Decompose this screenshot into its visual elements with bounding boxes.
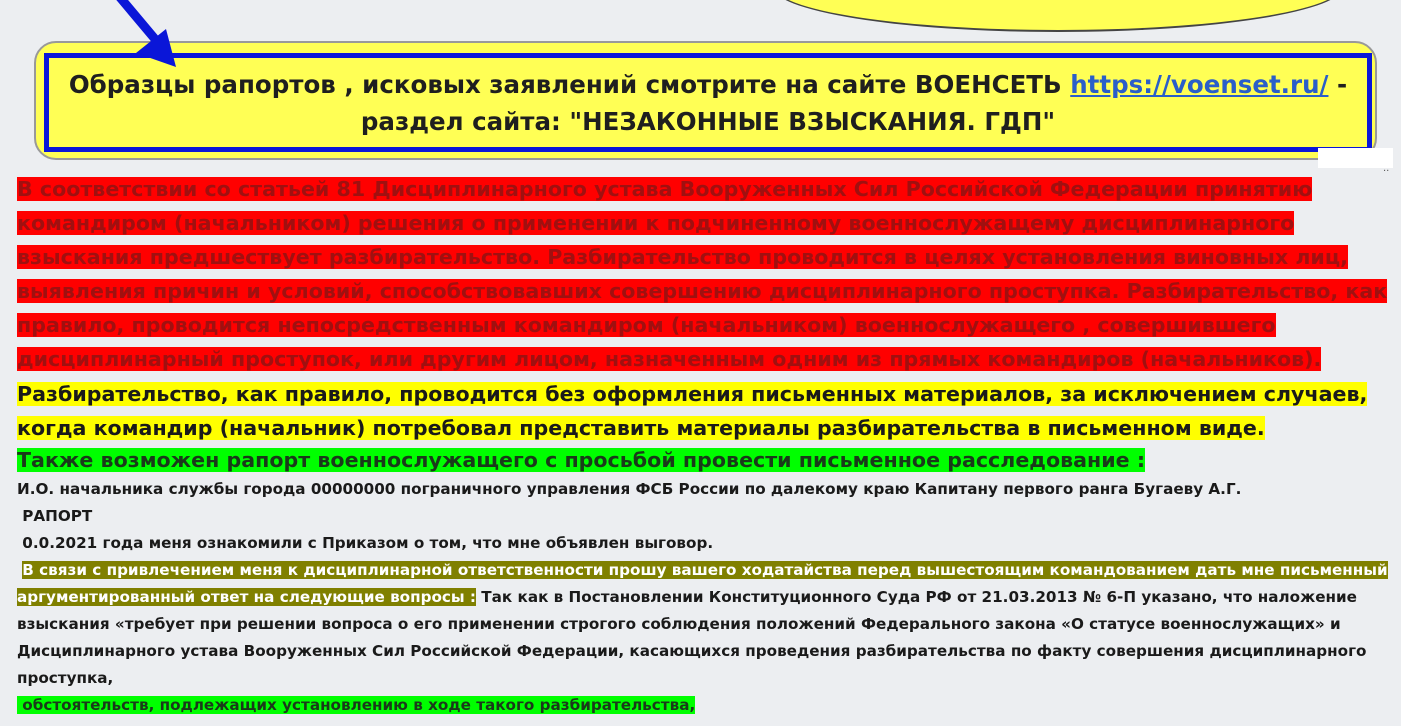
banner-line1-suffix: - — [1328, 69, 1348, 99]
banner-line1-prefix: Образцы рапортов , исковых заявлений смотрите на сайте ВОЕНСЕТЬ — [68, 69, 1071, 99]
olive-highlighted-text: В связи с привлечением меня к дисциплинарной ответственности прошу вашего ходатайства перед вышестоящим командованием дать мне письменный аргументированный ответ на следующие вопросы : — [17, 560, 1388, 606]
report-title: РАПОРТ — [17, 506, 93, 525]
red-highlighted-paragraph — [17, 172, 1397, 377]
voenset-link[interactable]: https://voenset.ru/ — [1070, 69, 1329, 99]
samples-banner — [44, 53, 1372, 152]
white-patch — [1318, 148, 1393, 168]
green-paragraph-text: Также возможен рапорт военнослужащего с просьбой провести письменное расследование : — [17, 447, 1146, 472]
green-highlighted-paragraph — [17, 445, 1397, 475]
last-green-line — [17, 692, 1397, 719]
yellow-highlighted-paragraph — [17, 377, 1397, 445]
white-patch-dot: ·· — [1383, 166, 1390, 177]
article-body — [17, 172, 1397, 719]
last-green-text: обстоятельств, подлежащих установлению в ходе такого разбирательства, — [17, 695, 696, 714]
red-paragraph-text: В соответствии со статьей 81 Дисциплинарного устава Вооруженных Сил Российской Федерации принятию командиром (начальником) решения о применении к подчиненному военнослужащему дисциплинарного взыскания предшествует разбирательство. Разбирательство проводится в целях установления виновных лиц, выявления причин и условий, способствовавших совершению дисциплинарного проступка. Разбирательство, как правило, проводится непосредственным командиром (начальником) военнослужащего , совершившего дисциплинарный проступок, или другим лицом, назначенным одним из прямых командиров (начальников). — [17, 177, 1388, 372]
banner-line2: раздел сайта: "НЕЗАКОННЫЕ ВЗЫСКАНИЯ. ГДП" — [360, 106, 1056, 136]
yellow-paragraph-text: Разбирательство, как правило, проводится без оформления письменных материалов, за исключением случаев, когда командир (начальник) потребовал представить материалы разбирательства в письменном виде. — [17, 381, 1368, 440]
banner-text — [69, 66, 1347, 140]
top-callout-oval — [772, 0, 1344, 32]
constitutional-court-text: Так как в Постановлении Конституционного Суда РФ от 21.03.2013 № 6-П указано, что наложение взыскания «требует при решении вопроса о его применении строгого соблюдения положений Федерального закона «О статусе военнослужащих» и Дисциплинарного устава Вооруженных Сил Российской Федерации, касающихся проведения разбирательства по факту совершения дисциплинарного проступка, — [17, 587, 1367, 687]
report-addressee: И.О. начальника службы города 00000000 пограничного управления ФСБ России по далекому краю Капитану первого ранга Бугаеву А.Г. — [17, 479, 1242, 498]
report-notice: 0.0.2021 года меня ознакомили с Приказом о том, что мне объявлен выговор. — [17, 533, 714, 552]
report-request — [17, 557, 1397, 692]
blue-arrow-icon — [100, 0, 190, 75]
